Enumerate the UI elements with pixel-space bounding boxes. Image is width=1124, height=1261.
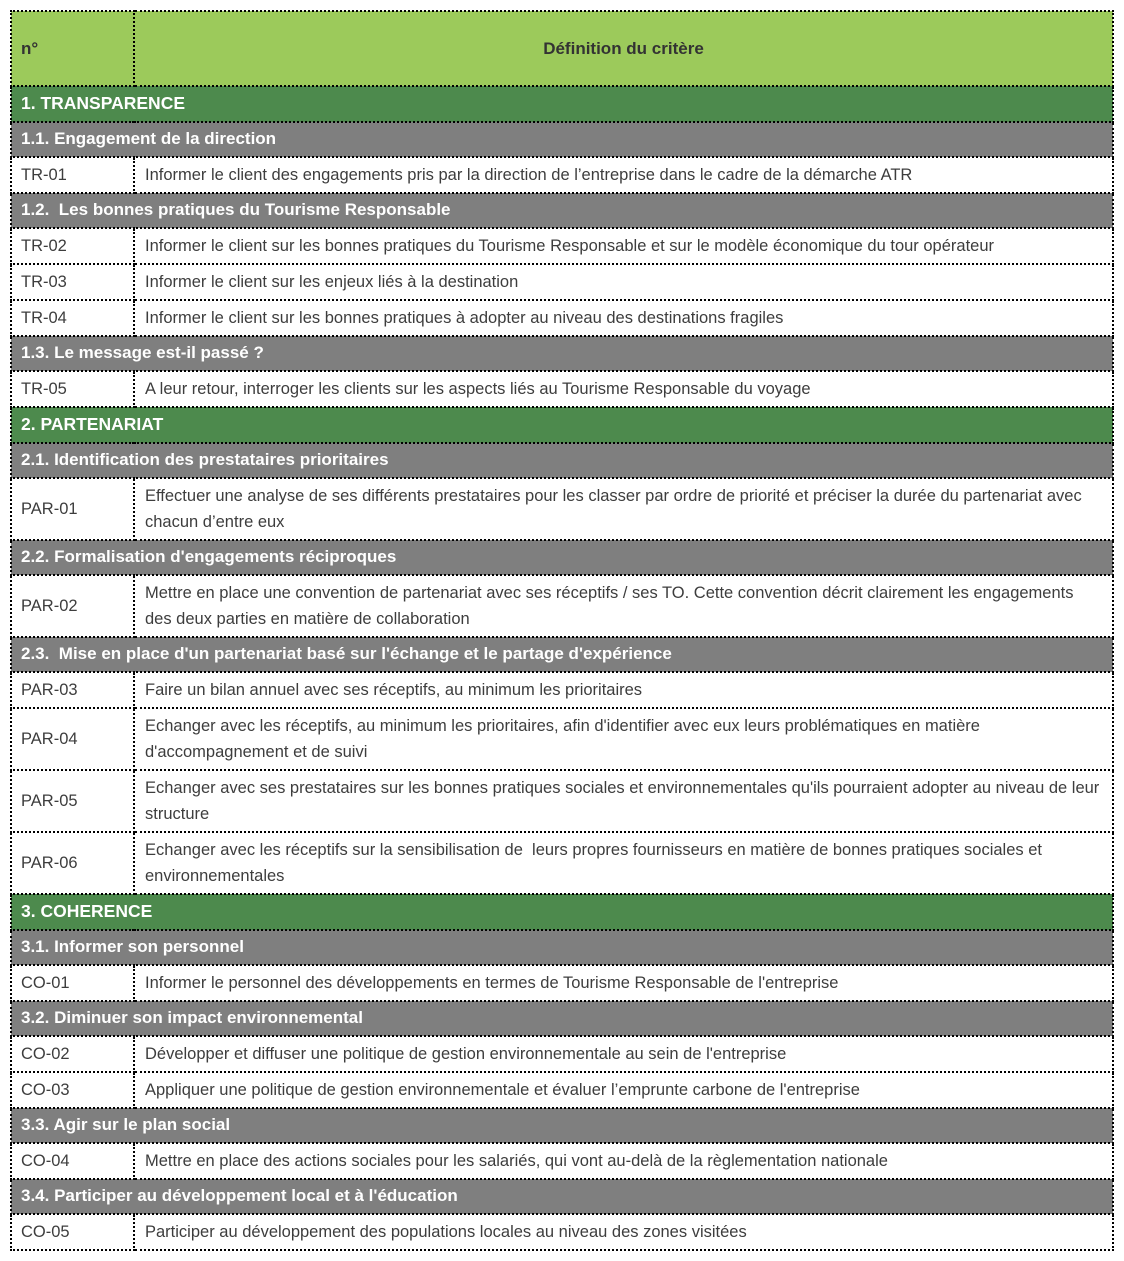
criterion-definition-cell: Informer le client sur les bonnes pratiques à adopter au niveau des destinations fragiles (134, 300, 1113, 336)
section-row (11, 407, 1113, 443)
criterion-row (11, 575, 1113, 637)
criterion-row (11, 770, 1113, 832)
subsection-label: 1.1. Engagement de la direction (11, 122, 1113, 157)
criterion-code-cell: PAR-01 (11, 478, 134, 540)
column-header-number: n° (11, 11, 134, 86)
criterion-code-cell: CO-01 (11, 965, 134, 1001)
criterion-code-cell: PAR-06 (11, 832, 134, 894)
subsection-row (11, 540, 1113, 575)
criterion-row (11, 371, 1113, 407)
criterion-definition-cell: Echanger avec les réceptifs, au minimum les prioritaires, afin d'identifier avec eux leurs problématiques en matière d'accompagnement et de suivi (134, 708, 1113, 770)
header-row (11, 11, 1113, 86)
criterion-definition-cell: Informer le client sur les enjeux liés à la destination (134, 264, 1113, 300)
subsection-label: 3.1. Informer son personnel (11, 930, 1113, 965)
criterion-row (11, 1214, 1113, 1250)
section-label: 3. COHERENCE (11, 894, 1113, 930)
criterion-code-cell: PAR-02 (11, 575, 134, 637)
subsection-label: 1.2. Les bonnes pratiques du Tourisme Responsable (11, 193, 1113, 228)
criterion-code-cell: CO-04 (11, 1143, 134, 1179)
criterion-code-cell: PAR-04 (11, 708, 134, 770)
criterion-code-cell: PAR-05 (11, 770, 134, 832)
criterion-row (11, 264, 1113, 300)
criterion-definition-cell: A leur retour, interroger les clients sur les aspects liés au Tourisme Responsable du voyage (134, 371, 1113, 407)
criterion-definition-cell: Effectuer une analyse de ses différents prestataires pour les classer par ordre de priorité et préciser la durée du partenariat avec chacun d’entre eux (134, 478, 1113, 540)
criterion-definition-cell: Informer le personnel des développements en termes de Tourisme Responsable de l'entreprise (134, 965, 1113, 1001)
column-header-definition: Définition du critère (134, 11, 1113, 86)
section-row (11, 894, 1113, 930)
criteria-table-body (11, 86, 1113, 1250)
subsection-label: 3.3. Agir sur le plan social (11, 1108, 1113, 1143)
subsection-row (11, 1179, 1113, 1214)
criterion-row (11, 708, 1113, 770)
criterion-code-cell: CO-03 (11, 1072, 134, 1108)
subsection-row (11, 443, 1113, 478)
criterion-row (11, 157, 1113, 193)
subsection-label: 1.3. Le message est-il passé ? (11, 336, 1113, 371)
criterion-row (11, 300, 1113, 336)
section-label: 1. TRANSPARENCE (11, 86, 1113, 122)
subsection-label: 3.4. Participer au développement local et à l'éducation (11, 1179, 1113, 1214)
subsection-row (11, 193, 1113, 228)
criterion-definition-cell: Echanger avec ses prestataires sur les bonnes pratiques sociales et environnementales qu'ils pourraient adopter au niveau de leur structure (134, 770, 1113, 832)
criterion-definition-cell: Appliquer une politique de gestion environnementale et évaluer l’emprunte carbone de l'entreprise (134, 1072, 1113, 1108)
criterion-definition-cell: Informer le client sur les bonnes pratiques du Tourisme Responsable et sur le modèle économique du tour opérateur (134, 228, 1113, 264)
criterion-code-cell: TR-01 (11, 157, 134, 193)
criterion-code-cell: CO-05 (11, 1214, 134, 1250)
criterion-row (11, 965, 1113, 1001)
subsection-label: 2.3. Mise en place d'un partenariat basé sur l'échange et le partage d'expérience (11, 637, 1113, 672)
section-row (11, 86, 1113, 122)
criterion-row (11, 478, 1113, 540)
criterion-row (11, 832, 1113, 894)
subsection-row (11, 1001, 1113, 1036)
criterion-definition-cell: Faire un bilan annuel avec ses réceptifs, au minimum les prioritaires (134, 672, 1113, 708)
section-label: 2. PARTENARIAT (11, 407, 1113, 443)
criteria-table-header (11, 11, 1113, 86)
criterion-row (11, 228, 1113, 264)
criterion-definition-cell: Mettre en place des actions sociales pour les salariés, qui vont au-delà de la règlementation nationale (134, 1143, 1113, 1179)
subsection-row (11, 1108, 1113, 1143)
subsection-label: 2.2. Formalisation d'engagements réciproques (11, 540, 1113, 575)
criterion-row (11, 1072, 1113, 1108)
criterion-definition-cell: Informer le client des engagements pris par la direction de l’entreprise dans le cadre de la démarche ATR (134, 157, 1113, 193)
criterion-code-cell: TR-03 (11, 264, 134, 300)
criterion-row (11, 1143, 1113, 1179)
criterion-definition-cell: Mettre en place une convention de partenariat avec ses réceptifs / ses TO. Cette convention décrit clairement les engagements des deux parties en matière de collaboration (134, 575, 1113, 637)
criterion-code-cell: CO-02 (11, 1036, 134, 1072)
criterion-code-cell: TR-05 (11, 371, 134, 407)
criteria-table (10, 10, 1114, 1251)
criterion-row (11, 672, 1113, 708)
criterion-definition-cell: Echanger avec les réceptifs sur la sensibilisation de leurs propres fournisseurs en matière de bonnes pratiques sociales et environnementales (134, 832, 1113, 894)
subsection-label: 2.1. Identification des prestataires prioritaires (11, 443, 1113, 478)
subsection-row (11, 122, 1113, 157)
criterion-definition-cell: Participer au développement des populations locales au niveau des zones visitées (134, 1214, 1113, 1250)
criterion-code-cell: TR-02 (11, 228, 134, 264)
subsection-row (11, 930, 1113, 965)
criterion-code-cell: TR-04 (11, 300, 134, 336)
subsection-row (11, 336, 1113, 371)
subsection-label: 3.2. Diminuer son impact environnemental (11, 1001, 1113, 1036)
subsection-row (11, 637, 1113, 672)
criterion-row (11, 1036, 1113, 1072)
criterion-definition-cell: Développer et diffuser une politique de gestion environnementale au sein de l'entreprise (134, 1036, 1113, 1072)
criterion-code-cell: PAR-03 (11, 672, 134, 708)
